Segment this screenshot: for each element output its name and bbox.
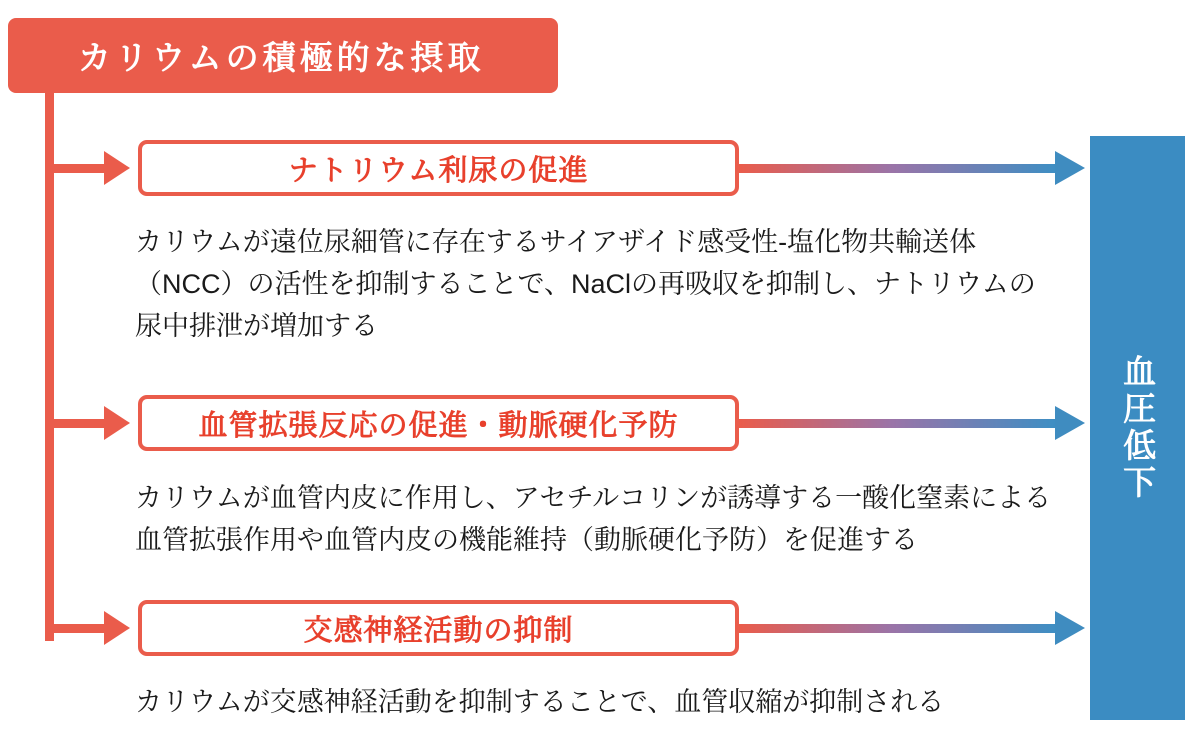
branch-heading-box-1 xyxy=(138,140,739,196)
branch-stem-2 xyxy=(45,419,107,428)
outcome-text: 血圧低下 xyxy=(1119,354,1157,502)
branch-body-text-1: カリウムが遠位尿細管に存在するサイアザイド感受性-塩化物共輸送体（NCC）の活性を抑制することで、NaClの再吸収を抑制し、ナトリウムの尿中排泄が増加する xyxy=(135,227,1036,341)
branch-heading-box-2 xyxy=(138,395,739,451)
outcome-bar xyxy=(1090,136,1185,720)
gradient-arrowhead-1 xyxy=(1055,151,1085,185)
branch-stem-1 xyxy=(45,164,107,173)
branch-heading-box-3 xyxy=(138,600,739,656)
diagram-title-text: カリウムの積極的な摂取 xyxy=(78,39,485,76)
branch-stem-3 xyxy=(45,624,107,633)
branch-arrowhead-2 xyxy=(104,406,130,440)
branch-body-text-2: カリウムが血管内皮に作用し、アセチルコリンが誘導する一酸化窒素による血管拡張作用や血管内皮の機能維持（動脈硬化予防）を促進する xyxy=(135,483,1052,555)
gradient-arrowhead-2 xyxy=(1055,406,1085,440)
branch-body-text-3: カリウムが交感神経活動を抑制することで、血管収縮が抑制される xyxy=(135,687,945,717)
diagram-title-box xyxy=(8,18,558,93)
branch-heading-text-2: 血管拡張反応の促進・動脈硬化予防 xyxy=(198,409,679,442)
branch-heading-text-3: 交感神経活動の抑制 xyxy=(303,614,574,647)
branch-arrowhead-1 xyxy=(104,151,130,185)
vertical-connector-line xyxy=(45,93,54,641)
gradient-arrow-1 xyxy=(739,164,1059,173)
branch-heading-text-1: ナトリウム利尿の促進 xyxy=(288,154,589,187)
gradient-arrow-2 xyxy=(739,419,1059,428)
branch-arrowhead-3 xyxy=(104,611,130,645)
gradient-arrow-3 xyxy=(739,624,1059,633)
gradient-arrowhead-3 xyxy=(1055,611,1085,645)
